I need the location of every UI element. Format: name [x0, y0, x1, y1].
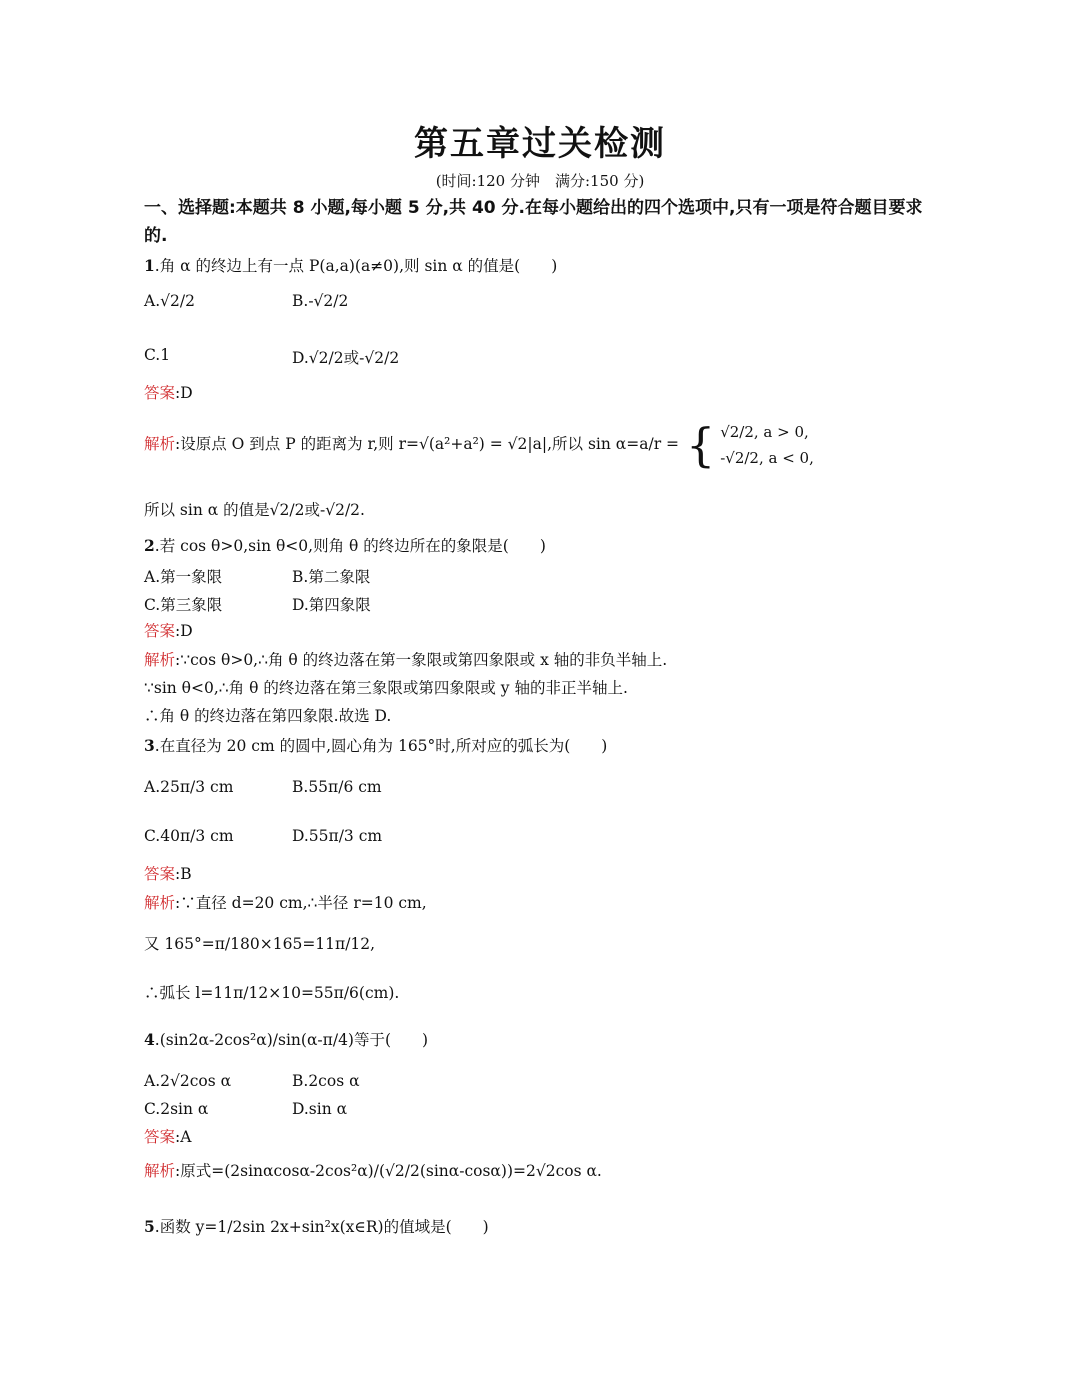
- question-number: 3: [144, 736, 155, 755]
- question-number: 5: [144, 1217, 155, 1236]
- answer-value: :B: [175, 865, 192, 883]
- question-stem: .若 cos θ>0,sin θ<0,则角 θ 的终边所在的象限是( ): [154, 537, 546, 555]
- question-stem: .函数 y=1/2sin 2x+sin²x(x∈R)的值域是( ): [154, 1218, 489, 1236]
- q1-answer: [144, 383, 193, 403]
- q3-analysis-line-3: ∴弧长 l=11π/12×10=55π/6(cm).: [144, 984, 400, 1002]
- section-heading: 一、选择题:本题共 8 小题,每小题 5 分,共 40 分.在每小题给出的四个选项中,只有一项是符合题目要求的.: [144, 198, 923, 246]
- q3-analysis: [144, 893, 427, 913]
- q2-analysis-line-3: ∴角 θ 的终边落在第四象限.故选 D.: [144, 707, 392, 725]
- question-3: [144, 736, 607, 756]
- q4-option-b: B.2cos α: [292, 1072, 360, 1090]
- q3-answer: [144, 864, 192, 884]
- question-4: [144, 1030, 428, 1050]
- q4-answer: [144, 1127, 191, 1147]
- answer-value: :D: [175, 384, 193, 402]
- question-number: 2: [144, 536, 155, 555]
- question-stem: .(sin2α-2cos²α)/sin(α-π/4)等于( ): [154, 1031, 429, 1049]
- q3-option-b: B.55π/6 cm: [292, 778, 382, 796]
- q1-option-b: B.-√2/2: [292, 292, 349, 310]
- analysis-label: 解析: [144, 1162, 176, 1180]
- analysis-label: 解析: [144, 894, 176, 912]
- q1-analysis-conclusion: 所以 sin α 的值是√2/2或-√2/2.: [144, 501, 365, 519]
- q2-analysis: [144, 650, 667, 670]
- q4-analysis: [144, 1161, 602, 1181]
- q2-option-c: C.第三象限: [144, 596, 223, 614]
- q3-analysis-line-2: 又 165°=π/180×165=11π/12,: [144, 935, 376, 953]
- answer-label: 答案: [144, 865, 176, 883]
- q4-option-d: D.sin α: [292, 1100, 348, 1118]
- question-5: [144, 1217, 489, 1237]
- analysis-label: 解析: [144, 651, 176, 669]
- answer-label: 答案: [144, 1128, 176, 1146]
- left-brace: {: [685, 418, 716, 472]
- question-1: [144, 256, 557, 276]
- q3-option-a: A.25π/3 cm: [144, 778, 234, 796]
- question-number: 1: [144, 256, 155, 275]
- case-negative: -√2/2, a < 0,: [720, 449, 814, 467]
- q2-option-b: B.第二象限: [292, 568, 371, 586]
- case-positive: √2/2, a > 0,: [720, 423, 809, 441]
- q2-answer: [144, 621, 193, 641]
- question-2: [144, 536, 546, 556]
- q4-option-a: A.2√2cos α: [144, 1072, 232, 1090]
- exam-info: (时间:120 分钟 满分:150 分): [435, 172, 645, 190]
- q2-option-d: D.第四象限: [292, 596, 371, 614]
- page-title: 第五章过关检测: [414, 124, 666, 164]
- analysis-label: 解析: [144, 435, 176, 453]
- question-stem: .在直径为 20 cm 的圆中,圆心角为 165°时,所对应的弧长为( ): [154, 737, 608, 755]
- answer-label: 答案: [144, 622, 176, 640]
- answer-value: :A: [175, 1128, 192, 1146]
- q4-option-c: C.2sin α: [144, 1100, 209, 1118]
- answer-value: :D: [175, 622, 193, 640]
- question-stem: .角 α 的终边上有一点 P(a,a)(a≠0),则 sin α 的值是( ): [154, 257, 558, 275]
- analysis-text: :设原点 O 到点 P 的距离为 r,则 r=√(a²+a²) = √2|a|,所以 sin α=a/r =: [175, 435, 680, 453]
- q3-option-d: D.55π/3 cm: [292, 827, 383, 845]
- q2-option-a: A.第一象限: [144, 568, 223, 586]
- q1-option-d: D.√2/2或-√2/2: [292, 349, 400, 367]
- q3-option-c: C.40π/3 cm: [144, 827, 234, 845]
- q2-analysis-line-2: ∵sin θ<0,∴角 θ 的终边落在第三象限或第四象限或 y 轴的非正半轴上.: [144, 679, 628, 697]
- answer-label: 答案: [144, 384, 176, 402]
- analysis-text: :∵直径 d=20 cm,∴半径 r=10 cm,: [175, 894, 427, 912]
- q1-option-a: A.√2/2: [144, 292, 195, 310]
- analysis-text: :∵cos θ>0,∴角 θ 的终边落在第一象限或第四象限或 x 轴的非负半轴上.: [175, 651, 668, 669]
- q1-analysis: [144, 418, 814, 471]
- piecewise-cases: [720, 419, 814, 471]
- q1-option-c: C.1: [144, 346, 171, 364]
- analysis-text: :原式=(2sinαcosα-2cos²α)/(√2/2(sinα-cosα))=2√2cos α.: [175, 1162, 602, 1180]
- question-number: 4: [144, 1030, 155, 1049]
